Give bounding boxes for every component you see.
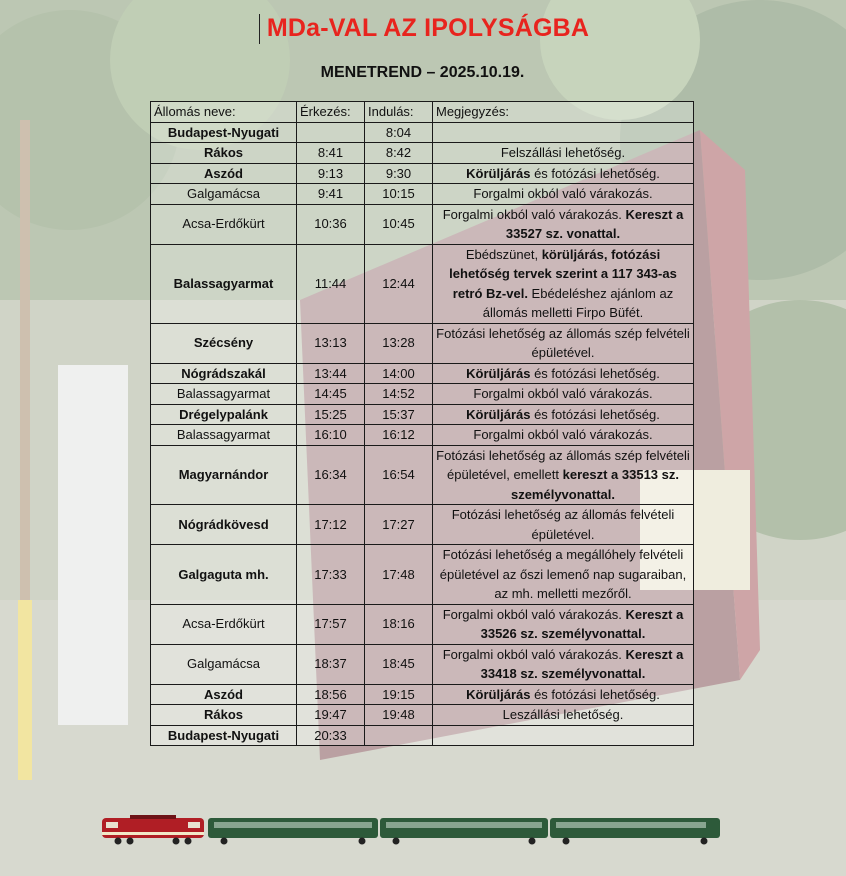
arrival-time: 17:57 — [297, 604, 365, 644]
note-text: Felszállási lehetőség. — [500, 145, 626, 160]
station-name: Nógrádszakál — [151, 363, 297, 384]
departure-time: 14:52 — [365, 384, 433, 405]
note-text: 117 343-as retró Bz-vel. — [452, 266, 677, 301]
note-text: Körüljárás — [466, 365, 531, 381]
departure-time: 15:37 — [365, 404, 433, 425]
schedule-subtitle: MENETREND – 2025.10.19. — [320, 64, 525, 81]
table-row — [151, 163, 694, 184]
station-name: Aszód — [151, 684, 297, 705]
note-cell — [433, 705, 694, 726]
arrival-time: 9:13 — [297, 163, 365, 184]
note-text: Forgalmi okból való várakozás. — [442, 606, 626, 622]
station-name: Budapest-Nyugati — [151, 725, 297, 746]
header-arrival: Érkezés: — [297, 102, 365, 123]
station-name: Drégelypalánk — [151, 404, 297, 425]
departure-time: 17:27 — [365, 505, 433, 545]
station-name: Acsa-Erdőkürt — [151, 604, 297, 644]
table-row — [151, 323, 694, 363]
table-row — [151, 363, 694, 384]
timetable-body — [151, 122, 694, 746]
table-row — [151, 545, 694, 605]
table-row — [151, 204, 694, 244]
arrival-time: 10:36 — [297, 204, 365, 244]
arrival-time: 17:33 — [297, 545, 365, 605]
arrival-time: 16:10 — [297, 425, 365, 446]
station-name: Galgamácsa — [151, 644, 297, 684]
table-row — [151, 644, 694, 684]
note-cell — [433, 684, 694, 705]
arrival-time: 15:25 — [297, 404, 365, 425]
station-name: Rákos — [151, 705, 297, 726]
departure-time: 19:15 — [365, 684, 433, 705]
table-row — [151, 604, 694, 644]
note-text: Forgalmi okból való várakozás. — [442, 206, 626, 222]
note-text: és fotózási lehetőség. — [530, 686, 660, 702]
table-row — [151, 122, 694, 143]
station-name: Magyarnándor — [151, 445, 297, 505]
arrival-time: 13:13 — [297, 323, 365, 363]
carriage-2-icon — [380, 818, 548, 845]
note-cell — [433, 244, 694, 323]
table-row — [151, 425, 694, 446]
departure-time: 17:48 — [365, 545, 433, 605]
note-text: Fotózási lehetőség az állomás szép felvételi épületével. — [436, 325, 690, 360]
station-name: Nógrádkövesd — [151, 505, 297, 545]
note-text: Fotózási lehetőség a megállóhely felvételi épületével az őszi lemenő nap sugaraiban, az mh. melletti mezőről. — [439, 547, 687, 601]
arrival-time: 11:44 — [297, 244, 365, 323]
arrival-time: 14:45 — [297, 384, 365, 405]
note-cell — [433, 363, 694, 384]
station-name: Galgamácsa — [151, 184, 297, 205]
table-row — [151, 505, 694, 545]
departure-time: 19:48 — [365, 705, 433, 726]
table-row — [151, 445, 694, 505]
header-departure: Indulás: — [365, 102, 433, 123]
departure-time: 18:16 — [365, 604, 433, 644]
table-row — [151, 725, 694, 746]
station-name: Balassagyarmat — [151, 384, 297, 405]
note-text: Körüljárás — [466, 165, 531, 181]
arrival-time: 9:41 — [297, 184, 365, 205]
station-name: Balassagyarmat — [151, 244, 297, 323]
table-row — [151, 143, 694, 164]
table-row — [151, 705, 694, 726]
note-text: körüljárás, fotózási lehetőség tervek szerint a — [449, 246, 661, 281]
note-text: Fotózási lehetőség az állomás felvételi épületével. — [451, 507, 675, 542]
page-title: MDa-VAL AZ IPOLYSÁGBA — [266, 14, 590, 42]
station-name: Budapest-Nyugati — [151, 122, 297, 143]
note-text: kereszt a 33513 sz. személyvonattal. — [510, 467, 679, 502]
note-text: és fotózási lehetőség. — [530, 165, 660, 181]
note-cell — [433, 404, 694, 425]
note-cell — [433, 725, 694, 746]
timetable — [150, 101, 694, 746]
arrival-time: 19:47 — [297, 705, 365, 726]
note-cell — [433, 505, 694, 545]
note-cell — [433, 323, 694, 363]
arrival-time: 20:33 — [297, 725, 365, 746]
train-illustration — [100, 812, 722, 846]
station-name: Rákos — [151, 143, 297, 164]
station-name: Acsa-Erdőkürt — [151, 204, 297, 244]
note-text: Kereszt a 33418 sz. személyvonattal. — [480, 646, 684, 681]
arrival-time: 18:56 — [297, 684, 365, 705]
note-cell — [433, 604, 694, 644]
note-text: Ebédszünet, — [465, 246, 542, 262]
table-row — [151, 404, 694, 425]
note-text: Forgalmi okból való várakozás. — [473, 186, 653, 201]
note-text: Kereszt a 33526 sz. személyvonattal. — [480, 606, 684, 641]
note-cell — [433, 384, 694, 405]
carriage-1-icon — [208, 818, 378, 845]
note-cell — [433, 644, 694, 684]
note-cell — [433, 445, 694, 505]
note-text: Forgalmi okból való várakozás. — [473, 427, 653, 442]
station-name: Galgaguta mh. — [151, 545, 297, 605]
arrival-time: 17:12 — [297, 505, 365, 545]
departure-time: 10:15 — [365, 184, 433, 205]
station-name: Aszód — [151, 163, 297, 184]
note-cell — [433, 143, 694, 164]
note-text: Forgalmi okból való várakozás. — [473, 386, 653, 401]
note-cell — [433, 545, 694, 605]
departure-time: 9:30 — [365, 163, 433, 184]
departure-time: 16:12 — [365, 425, 433, 446]
departure-time: 10:45 — [365, 204, 433, 244]
station-name: Balassagyarmat — [151, 425, 297, 446]
departure-time: 16:54 — [365, 445, 433, 505]
note-text: Ebédeléshez ajánlom az állomás melletti Firpo Büfét. — [482, 285, 674, 320]
header-station: Állomás neve: — [151, 102, 297, 123]
header-notes: Megjegyzés: — [433, 102, 694, 123]
table-row — [151, 184, 694, 205]
note-cell — [433, 122, 694, 143]
departure-time: 18:45 — [365, 644, 433, 684]
note-text: Forgalmi okból való várakozás. — [442, 646, 626, 662]
departure-time: 8:42 — [365, 143, 433, 164]
note-cell — [433, 204, 694, 244]
arrival-time: 13:44 — [297, 363, 365, 384]
departure-time — [365, 725, 433, 746]
departure-time: 8:04 — [365, 122, 433, 143]
table-row — [151, 384, 694, 405]
table-row — [151, 684, 694, 705]
note-cell — [433, 425, 694, 446]
carriage-3-icon — [550, 818, 720, 845]
note-cell — [433, 184, 694, 205]
note-cell — [433, 163, 694, 184]
departure-time: 14:00 — [365, 363, 433, 384]
station-name: Szécsény — [151, 323, 297, 363]
arrival-time: 18:37 — [297, 644, 365, 684]
note-text: és fotózási lehetőség. — [530, 406, 660, 422]
note-text: Fotózási lehetőség az állomás szép felvételi épületével, emellett — [436, 447, 690, 482]
arrival-time — [297, 122, 365, 143]
locomotive-icon — [102, 815, 204, 845]
note-text: Körüljárás — [466, 406, 531, 422]
note-text: Kereszt a 33527 sz. vonattal. — [505, 206, 684, 241]
note-text: és fotózási lehetőség. — [530, 365, 660, 381]
note-text: Körüljárás — [466, 686, 531, 702]
table-row — [151, 244, 694, 323]
timetable-header — [151, 102, 694, 123]
departure-time: 12:44 — [365, 244, 433, 323]
departure-time: 13:28 — [365, 323, 433, 363]
arrival-time: 8:41 — [297, 143, 365, 164]
arrival-time: 16:34 — [297, 445, 365, 505]
note-text: Leszállási lehetőség. — [502, 707, 624, 722]
